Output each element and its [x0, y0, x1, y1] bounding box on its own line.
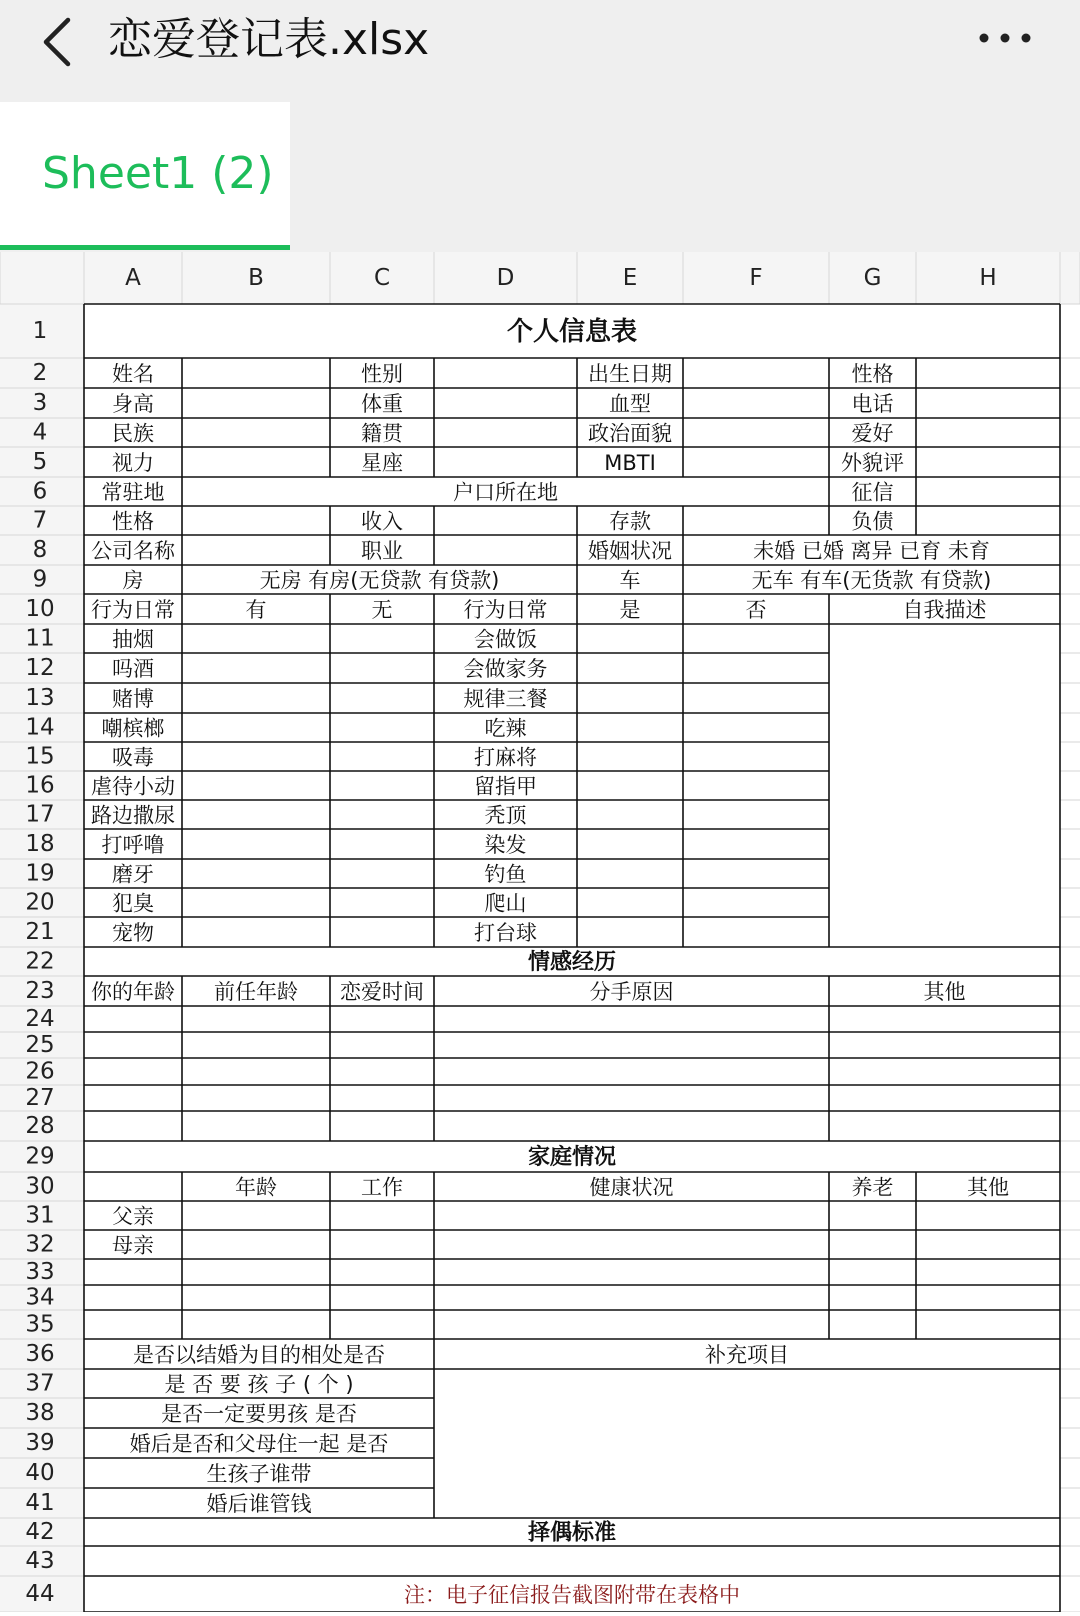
sheet-tab-label: Sheet1 (2)	[42, 148, 274, 199]
row-header-24: 24	[25, 1006, 55, 1032]
row-header-11: 11	[25, 625, 55, 652]
column-header-f: F	[749, 265, 763, 291]
field-label: 姓名	[112, 362, 154, 386]
row-header-25: 25	[25, 1032, 55, 1058]
field-label: 外貌评	[841, 451, 904, 475]
row-header-23: 23	[25, 978, 55, 1004]
habit-label: 打麻将	[474, 745, 537, 770]
car-options: 无车 有车(无货款 有贷款)	[751, 568, 992, 593]
row-header-21: 21	[25, 919, 55, 945]
habit-header: 行为日常	[463, 598, 548, 622]
row-header-19: 19	[25, 860, 55, 887]
habit-header: 无	[371, 598, 393, 622]
row-header-15: 15	[25, 743, 55, 770]
row-header-20: 20	[25, 889, 55, 916]
column-header-g: G	[863, 265, 882, 291]
row-header-18: 18	[25, 831, 55, 857]
row-header-2: 2	[32, 360, 48, 386]
row-header-31: 31	[25, 1202, 55, 1229]
habit-label: 嘲槟榔	[101, 716, 165, 741]
habit-label: 赌博	[112, 687, 154, 711]
row-header-43: 43	[25, 1548, 55, 1574]
column-header-c: C	[373, 265, 391, 291]
row-header-37: 37	[25, 1370, 55, 1397]
field-label: 电话	[851, 392, 894, 416]
column-label: 工作	[361, 1175, 403, 1200]
field-label: 职业	[361, 539, 403, 563]
field-label: 存款	[609, 509, 651, 534]
row-header-26: 26	[25, 1058, 55, 1085]
column-label: 健康状况	[589, 1175, 674, 1200]
habit-label: 吗酒	[112, 657, 154, 681]
field-label: 体重	[361, 392, 403, 416]
habit-header: 是	[619, 598, 641, 622]
habit-label: 路边撒尿	[91, 803, 175, 828]
field-label: 常驻地	[101, 480, 165, 505]
row-header-6: 6	[32, 478, 48, 505]
family-member: 父亲	[112, 1204, 154, 1229]
row-header-12: 12	[25, 655, 55, 681]
row-header-38: 38	[25, 1400, 55, 1426]
section-title-standard: 择偶标准	[527, 1520, 617, 1546]
row-header-4: 4	[32, 419, 48, 446]
field-label: 性别	[361, 362, 403, 386]
habit-label: 规律三餐	[463, 687, 548, 711]
field-label: 车	[619, 568, 641, 593]
question-label: 是否一定要男孩 是否	[161, 1402, 357, 1426]
row-header-17: 17	[25, 801, 55, 828]
field-label: 性格	[112, 509, 154, 534]
column-label: 你的年龄	[91, 980, 175, 1004]
field-label: 房	[122, 568, 144, 593]
field-label: 身高	[112, 392, 154, 416]
section-title-family: 家庭情况	[527, 1145, 617, 1170]
habit-label: 打呼噜	[101, 833, 165, 857]
row-header-35: 35	[25, 1311, 55, 1338]
habit-label: 钓鱼	[484, 862, 527, 887]
habit-label: 打台球	[474, 921, 537, 945]
field-label: 星座	[361, 451, 403, 475]
family-member: 母亲	[112, 1233, 154, 1258]
question-label: 婚后谁管钱	[206, 1492, 312, 1516]
field-label: 负债	[851, 509, 894, 534]
form-title: 个人信息表	[506, 317, 638, 347]
column-header-bar	[0, 252, 1080, 304]
row-header-41: 41	[25, 1490, 55, 1516]
field-label: 籍贯	[361, 421, 403, 446]
row-header-16: 16	[25, 772, 55, 799]
habit-label: 爬山	[484, 891, 527, 916]
column-label: 其他	[967, 1175, 1009, 1200]
column-header-a: A	[125, 265, 141, 291]
row-header-3: 3	[32, 390, 48, 416]
row-header-10: 10	[25, 596, 55, 622]
column-label: 前任年龄	[214, 980, 298, 1004]
row-header-44: 44	[25, 1581, 55, 1607]
habit-label: 犯臭	[112, 891, 154, 916]
field-label: 收入	[361, 509, 403, 534]
column-header-b: B	[248, 265, 264, 291]
row-header-39: 39	[25, 1430, 55, 1456]
habit-label: 抽烟	[112, 627, 154, 652]
row-header-42: 42	[25, 1519, 55, 1545]
row-header-9: 9	[32, 566, 48, 593]
field-label: 婚姻状况	[588, 539, 672, 563]
column-label: 恋爱时间	[340, 980, 424, 1004]
habit-label: 染发	[484, 833, 527, 857]
row-header-28: 28	[25, 1113, 55, 1139]
field-label: 爱好	[851, 421, 894, 446]
marital-options: 未婚 已婚 离异 已育 未育	[753, 539, 990, 563]
field-label: 视力	[112, 451, 154, 475]
column-label: 其他	[923, 980, 966, 1004]
field-label: 征信	[851, 480, 894, 505]
column-header-e: E	[622, 265, 638, 291]
question-label: 婚后是否和父母住一起 是否	[129, 1432, 389, 1456]
field-label: 民族	[112, 421, 154, 446]
field-label: MBTI	[604, 451, 656, 475]
field-label: 血型	[609, 392, 651, 416]
row-header-29: 29	[25, 1143, 55, 1170]
column-header-d: D	[496, 265, 515, 291]
field-label: 政治面貌	[588, 421, 672, 446]
footnote: 注：电子征信报告截图附带在表格中	[404, 1583, 740, 1607]
row-header-33: 33	[25, 1259, 55, 1285]
habit-label: 吃辣	[484, 716, 527, 741]
row-header-1: 1	[32, 318, 48, 344]
question-label: 生孩子谁带	[206, 1462, 312, 1486]
habit-label: 会做饭	[474, 627, 537, 652]
row-header-13: 13	[25, 685, 55, 711]
row-header-14: 14	[25, 714, 55, 741]
file-title: 恋爱登记表.xlsx	[108, 14, 430, 65]
row-header-7: 7	[32, 507, 48, 534]
field-label: 性格	[851, 362, 894, 386]
habit-label: 吸毒	[112, 745, 154, 770]
supplement-label: 补充项目	[705, 1343, 789, 1367]
habit-header: 行为日常	[91, 598, 175, 622]
habit-label: 留指甲	[474, 774, 537, 799]
row-header-32: 32	[25, 1231, 55, 1258]
row-header-5: 5	[32, 449, 48, 475]
habit-label: 虐待小动	[91, 774, 175, 799]
column-header-h: H	[979, 265, 997, 291]
column-label: 分手原因	[589, 980, 674, 1004]
question-label: 是 否 要 孩 子 ( 个 )	[164, 1372, 354, 1397]
row-header-36: 36	[25, 1341, 55, 1367]
column-label: 年龄	[235, 1175, 277, 1200]
question-label: 是否以结婚为目的相处是否	[133, 1343, 385, 1367]
habit-header: 自我描述	[902, 598, 987, 622]
habit-label: 宠物	[112, 921, 154, 945]
row-header-8: 8	[32, 537, 48, 563]
habit-label: 会做家务	[463, 657, 548, 681]
row-header-40: 40	[25, 1460, 55, 1486]
habit-header: 否	[745, 598, 767, 622]
row-header-27: 27	[25, 1085, 55, 1111]
row-header-22: 22	[25, 948, 55, 975]
habit-header: 有	[245, 598, 267, 622]
field-label: 出生日期	[588, 362, 672, 386]
section-title-emotion: 情感经历	[527, 950, 617, 975]
habit-label: 磨牙	[112, 862, 154, 887]
row-header-30: 30	[25, 1173, 55, 1200]
column-label: 养老	[851, 1175, 894, 1200]
row-header-34: 34	[25, 1284, 55, 1311]
house-options: 无房 有房(无贷款 有贷款)	[259, 568, 500, 593]
habit-label: 秃顶	[484, 803, 527, 828]
field-label: 户口所在地	[453, 480, 558, 505]
field-label: 公司名称	[91, 539, 175, 563]
